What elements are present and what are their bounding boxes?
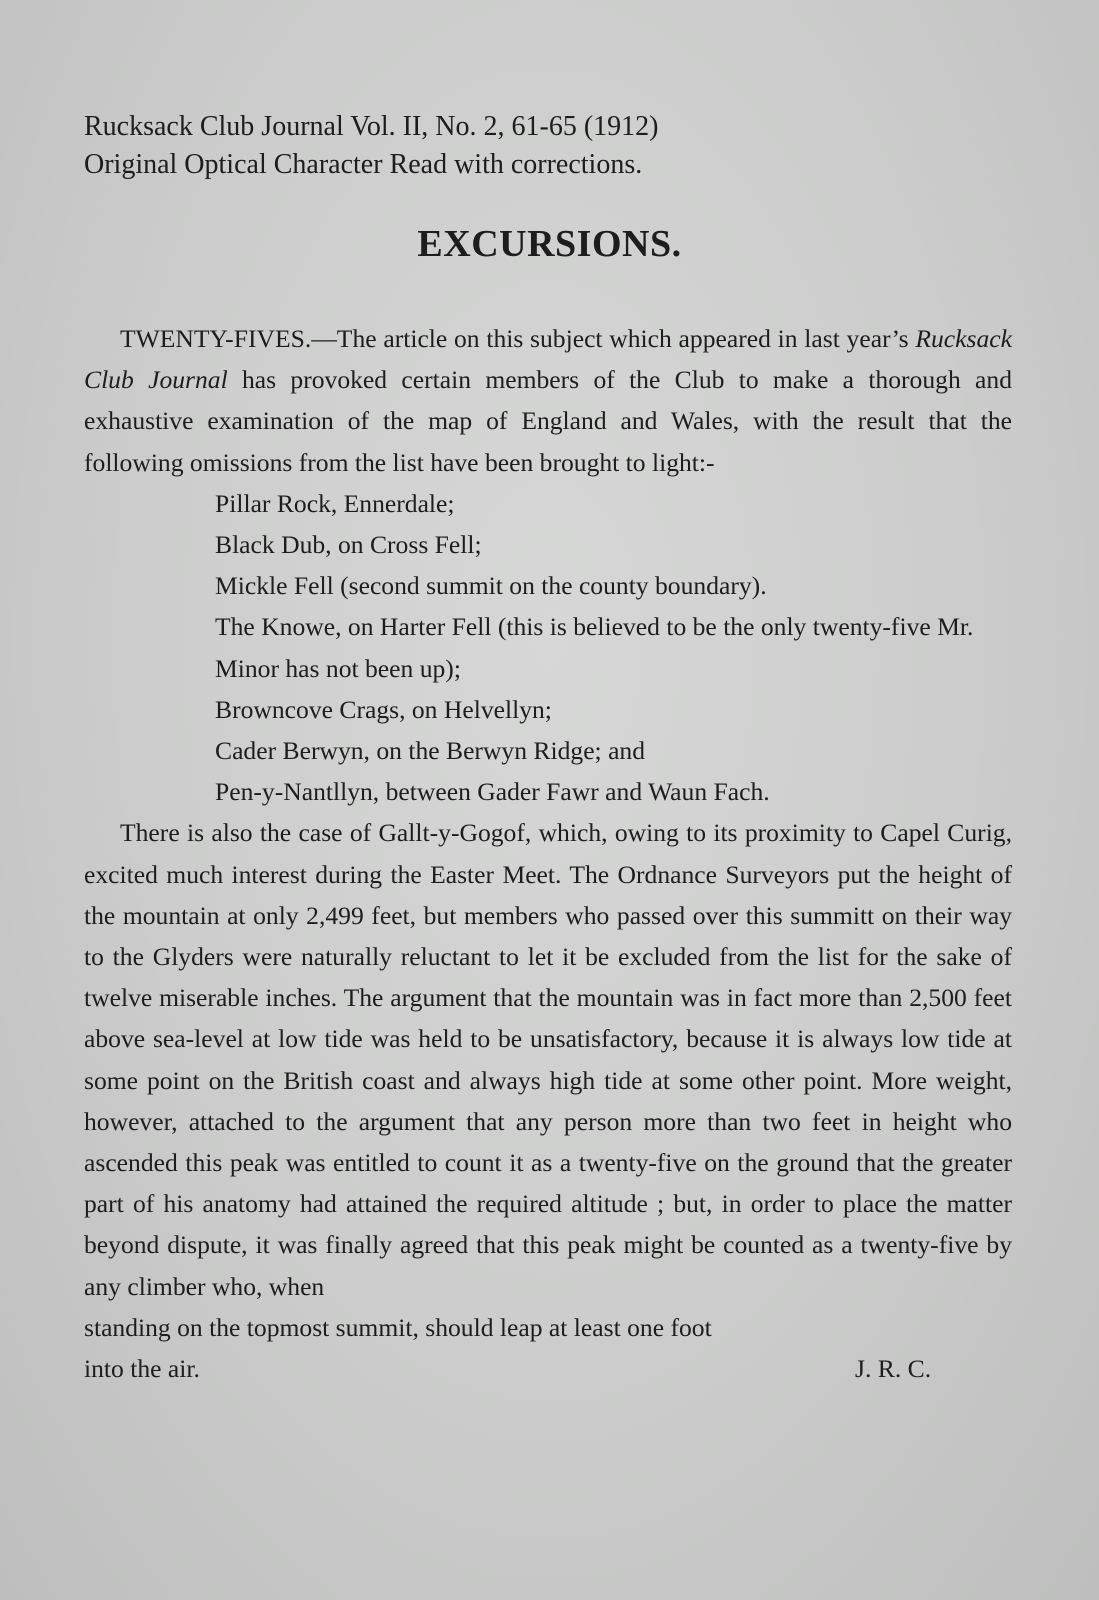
journal-name: Rucksack Club Journal [84, 324, 1012, 395]
list-item: Browncove Crags, on Helvellyn; [215, 694, 552, 724]
ocr-note-line: Original Optical Character Read with corrections. [84, 149, 643, 180]
intro-text-part2: has provoked certain members of the Club to make a thorough and exhaustive examination of the map of England and Wales, with the result that the following omissions from the list have been brought to light:- [84, 365, 1012, 477]
intro-text-part1: TWENTY-FIVES.—The article on this subject which appeared in last year’s [120, 324, 916, 353]
main-paragraph: There is also the case of Gallt-y-Gogof, which, owing to its proximity to Capel Curig, excited much interest during the Easter Meet. The Ordnance Surveyors put the height of the mountain at only 2,499 feet, but members who passed over this summitt on their way to the Glyders were naturally reluctant to let it be excluded from the list for the sake of twelve miserable inches. The argument that the mountain was in fact more than 2,500 feet above sea-level at low tide was held to be unsatisfactory, because it is always low tide at some point on the British coast and always high tide at some other point. More weight, however, attached to the argument that any person more than two feet in height who ascended this peak was entitled to count it as a twenty-five on the ground that the greater part of his anatomy had attained the required altitude ; but, in order to place the matter beyond dispute, it was finally agreed that this peak might be counted as a twenty-five by any climber who, when [84, 818, 1012, 1301]
author-signature: J. R. C. [855, 1354, 932, 1384]
list-item: Black Dub, on Cross Fell; [215, 530, 482, 560]
citation-header [84, 108, 658, 184]
list-item: Pen-y-Nantllyn, between Gader Fawr and Waun Fach. [215, 777, 770, 807]
intro-paragraph [84, 318, 1012, 483]
list-item: The Knowe, on Harter Fell (this is believed to be the only twenty-five Mr. Minor has not been up); [215, 612, 974, 683]
list-item: Cader Berwyn, on the Berwyn Ridge; and [215, 736, 646, 766]
citation-line: Rucksack Club Journal Vol. II, No. 2, 61-65 (1912) [84, 111, 659, 142]
article-title: EXCURSIONS. [417, 223, 682, 265]
omissions-list [84, 483, 1012, 813]
article-body [84, 318, 1012, 1389]
closing-line: standing on the topmost summit, should leap at least one foot [84, 1312, 712, 1342]
final-line-row [84, 1348, 1012, 1389]
final-line: into the air. [84, 1354, 200, 1384]
list-item: Pillar Rock, Ennerdale; [215, 488, 455, 518]
list-item: Mickle Fell (second summit on the county boundary). [215, 571, 767, 601]
